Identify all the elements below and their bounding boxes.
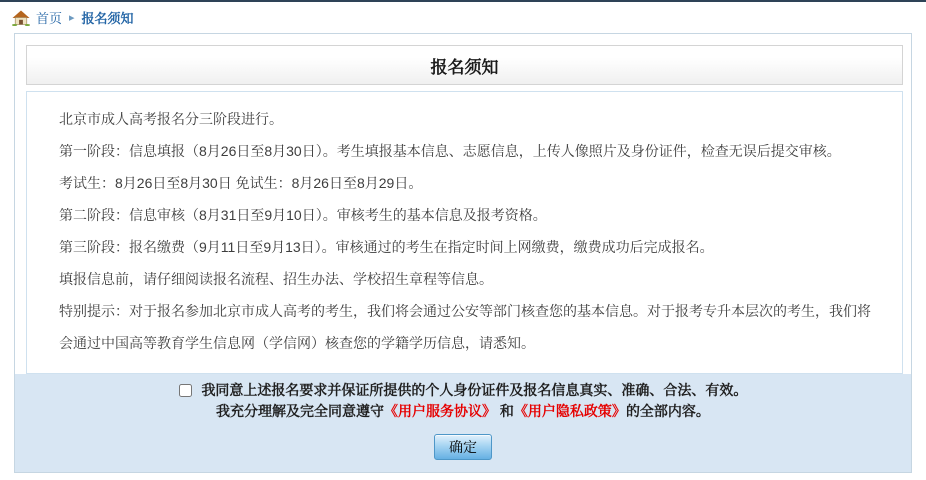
agreement-checkbox[interactable] <box>179 384 192 397</box>
breadcrumb-current: 报名须知 <box>81 11 134 26</box>
agreement-line-2 <box>15 401 911 422</box>
agreement-text-1: 我同意上述报名要求并保证所提供的个人身份证件及报名信息真实、准确、合法、有效。 <box>201 382 748 398</box>
agreement-text-2-prefix: 我充分理解及完全同意遵守 <box>216 403 385 419</box>
breadcrumb-separator-icon: ▸ <box>69 12 75 24</box>
agreement-text-2-suffix: 的全部内容。 <box>625 403 710 419</box>
user-service-agreement-link[interactable]: 《用户服务协议》 <box>384 403 497 419</box>
breadcrumb <box>0 2 926 32</box>
notice-paragraph: 北京市成人高考报名分三阶段进行。 <box>59 111 283 127</box>
user-privacy-policy-link[interactable]: 《用户隐私政策》 <box>513 403 626 419</box>
notice-panel <box>14 33 912 473</box>
notice-paragraph: 第三阶段：报名缴费（9月11日至9月13日）。审核通过的考生在指定时间上网缴费，缴费成功后完成报名。 <box>59 239 714 255</box>
agreement-footer <box>15 374 911 472</box>
notice-paragraph: 第一阶段：信息填报（8月26日至8月30日）。考生填报基本信息、志愿信息，上传人像照片及身份证件，检查无误后提交审核。 <box>59 143 841 159</box>
agreement-text-2-and: 和 <box>496 403 514 419</box>
notice-paragraph: 第二阶段：信息审核（8月31日至9月10日）。审核考生的基本信息及报考资格。 <box>59 207 547 223</box>
page-title: 报名须知 <box>430 57 499 77</box>
notice-paragraph: 填报信息前，请仔细阅读报名流程、招生办法、学校招生章程等信息。 <box>59 271 493 287</box>
agreement-line-1 <box>15 380 911 401</box>
notice-content <box>26 91 903 374</box>
notice-paragraph: 特别提示：对于报名参加北京市成人高考的考生，我们将会通过公安等部门核查您的基本信息。对于报考专升本层次的考生，我们将会通过中国高等教育学生信息网（学信网）核查您的学籍学历信息，请悉知。 <box>59 303 871 351</box>
notice-paragraph: 考试生：8月26日至8月30日 免试生：8月26日至8月29日。 <box>59 175 423 191</box>
confirm-button[interactable]: 确定 <box>434 434 492 460</box>
home-icon <box>12 10 30 26</box>
panel-header <box>26 45 903 85</box>
breadcrumb-home-link[interactable]: 首页 <box>36 11 63 26</box>
